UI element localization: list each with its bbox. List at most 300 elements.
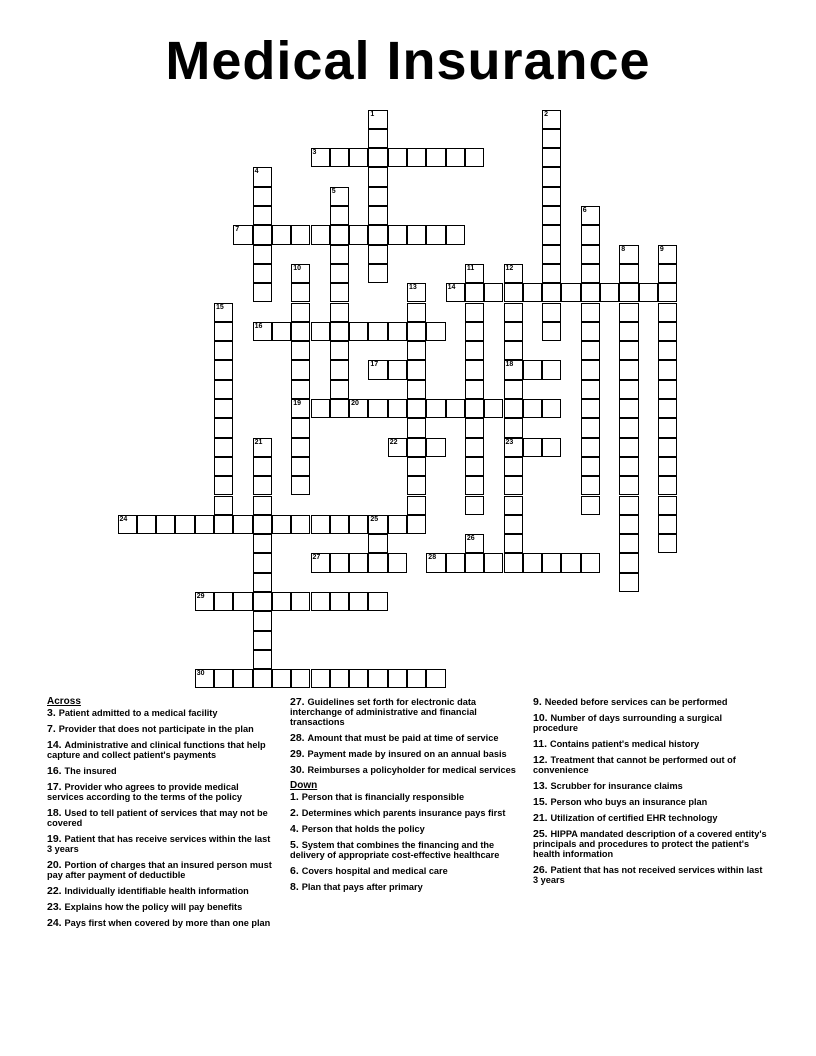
grid-cell[interactable] xyxy=(619,457,638,476)
grid-cell[interactable] xyxy=(253,457,272,476)
grid-cell[interactable] xyxy=(542,225,561,244)
grid-cell[interactable] xyxy=(658,534,677,553)
grid-cell[interactable] xyxy=(581,360,600,379)
grid-cell[interactable] xyxy=(330,322,349,341)
grid-cell[interactable] xyxy=(272,322,291,341)
grid-cell[interactable] xyxy=(446,553,465,572)
grid-cell[interactable] xyxy=(388,360,407,379)
grid-cell[interactable] xyxy=(272,515,291,534)
grid-cell[interactable] xyxy=(253,573,272,592)
grid-cell[interactable] xyxy=(214,418,233,437)
grid-cell[interactable] xyxy=(581,303,600,322)
grid-cell[interactable] xyxy=(465,303,484,322)
grid-cell[interactable] xyxy=(407,148,426,167)
grid-cell[interactable] xyxy=(253,438,272,457)
grid-cell[interactable] xyxy=(233,592,252,611)
grid-cell[interactable] xyxy=(214,341,233,360)
grid-cell[interactable] xyxy=(407,341,426,360)
grid-cell[interactable] xyxy=(658,515,677,534)
grid-cell[interactable] xyxy=(388,669,407,688)
clue xyxy=(533,713,768,733)
grid-cell[interactable] xyxy=(581,341,600,360)
grid-cell[interactable] xyxy=(407,322,426,341)
grid-cell[interactable] xyxy=(465,399,484,418)
grid-cell[interactable] xyxy=(330,553,349,572)
grid-cell[interactable] xyxy=(253,534,272,553)
grid-cell[interactable] xyxy=(542,303,561,322)
grid-cell[interactable] xyxy=(484,283,503,302)
grid-cell[interactable] xyxy=(542,148,561,167)
grid-cell[interactable] xyxy=(504,553,523,572)
grid-cell[interactable] xyxy=(581,380,600,399)
grid-cell[interactable] xyxy=(446,283,465,302)
grid-cell[interactable] xyxy=(291,283,310,302)
grid-cell[interactable] xyxy=(311,669,330,688)
grid-cell[interactable] xyxy=(253,553,272,572)
grid-cell[interactable] xyxy=(523,399,542,418)
clue-num: 27. xyxy=(290,696,308,708)
grid-cell[interactable] xyxy=(311,592,330,611)
grid-cell[interactable] xyxy=(504,399,523,418)
grid-cell[interactable] xyxy=(368,148,387,167)
clue-text: Administrative and clinical functions that help capture and collect patient's payments xyxy=(47,740,266,760)
grid-cell[interactable] xyxy=(253,283,272,302)
grid-cell[interactable] xyxy=(504,303,523,322)
grid-cell[interactable] xyxy=(368,592,387,611)
grid-cell[interactable] xyxy=(388,438,407,457)
grid-cell[interactable] xyxy=(137,515,156,534)
grid-cell[interactable] xyxy=(658,399,677,418)
grid-cell[interactable] xyxy=(407,457,426,476)
clue-list xyxy=(47,697,787,967)
clue xyxy=(290,792,518,802)
clue-number: 4 xyxy=(254,168,259,176)
grid-cell[interactable] xyxy=(658,264,677,283)
grid-cell[interactable] xyxy=(349,322,368,341)
grid-cell[interactable] xyxy=(407,380,426,399)
grid-cell[interactable] xyxy=(542,206,561,225)
grid-cell[interactable] xyxy=(407,669,426,688)
grid-cell[interactable] xyxy=(330,245,349,264)
grid-cell[interactable] xyxy=(619,341,638,360)
grid-cell[interactable] xyxy=(330,303,349,322)
grid-cell[interactable] xyxy=(542,553,561,572)
grid-cell[interactable] xyxy=(542,167,561,186)
grid-cell[interactable] xyxy=(214,457,233,476)
grid-cell[interactable] xyxy=(330,225,349,244)
clue-number: 18 xyxy=(505,361,514,369)
grid-cell[interactable] xyxy=(330,380,349,399)
grid-cell[interactable] xyxy=(253,650,272,669)
grid-cell[interactable] xyxy=(504,264,523,283)
grid-cell[interactable] xyxy=(214,322,233,341)
grid-cell[interactable] xyxy=(330,669,349,688)
grid-cell[interactable] xyxy=(330,148,349,167)
grid-cell[interactable] xyxy=(581,225,600,244)
grid-cell[interactable] xyxy=(291,303,310,322)
clue-num: 13. xyxy=(533,780,551,792)
clue-text: Guidelines set forth for electronic data interchange of administrative and financial transactions xyxy=(290,697,477,727)
clue-number: 10 xyxy=(293,264,301,272)
grid-cell[interactable] xyxy=(311,399,330,418)
grid-cell[interactable] xyxy=(349,399,368,418)
grid-cell[interactable] xyxy=(330,341,349,360)
grid-cell[interactable] xyxy=(368,110,387,129)
grid-cell[interactable] xyxy=(291,418,310,437)
grid-cell[interactable] xyxy=(658,341,677,360)
grid-cell[interactable] xyxy=(581,283,600,302)
grid-cell[interactable] xyxy=(504,438,523,457)
grid-cell[interactable] xyxy=(330,206,349,225)
clue-text: The insured xyxy=(64,766,117,776)
grid-cell[interactable] xyxy=(214,438,233,457)
grid-cell[interactable] xyxy=(581,206,600,225)
grid-cell[interactable] xyxy=(523,553,542,572)
grid-cell[interactable] xyxy=(581,418,600,437)
grid-cell[interactable] xyxy=(368,245,387,264)
clue-text: Number of days surrounding a surgical procedure xyxy=(533,713,723,733)
grid-cell[interactable] xyxy=(388,399,407,418)
grid-cell[interactable] xyxy=(658,283,677,302)
grid-cell[interactable] xyxy=(368,264,387,283)
grid-cell[interactable] xyxy=(581,476,600,495)
clue xyxy=(47,724,275,734)
grid-cell[interactable] xyxy=(311,515,330,534)
clue xyxy=(290,808,518,818)
grid-cell[interactable] xyxy=(407,283,426,302)
grid-cell[interactable] xyxy=(426,669,445,688)
grid-cell[interactable] xyxy=(214,360,233,379)
grid-cell[interactable] xyxy=(330,515,349,534)
clue-num: 16. xyxy=(47,765,65,777)
grid-cell[interactable] xyxy=(581,245,600,264)
grid-cell[interactable] xyxy=(561,283,580,302)
grid-cell[interactable] xyxy=(253,592,272,611)
grid-cell[interactable] xyxy=(272,225,291,244)
grid-cell[interactable] xyxy=(368,129,387,148)
grid-cell[interactable] xyxy=(368,187,387,206)
grid-cell[interactable] xyxy=(504,457,523,476)
grid-cell[interactable] xyxy=(446,225,465,244)
grid-cell[interactable] xyxy=(291,592,310,611)
grid-cell[interactable] xyxy=(272,669,291,688)
clue-number: 27 xyxy=(312,554,321,562)
grid-cell[interactable] xyxy=(214,399,233,418)
grid-cell[interactable] xyxy=(349,553,368,572)
grid-cell[interactable] xyxy=(542,245,561,264)
clue-number: 9 xyxy=(659,245,664,253)
grid-cell[interactable] xyxy=(253,245,272,264)
grid-cell[interactable] xyxy=(311,322,330,341)
grid-cell[interactable] xyxy=(426,148,445,167)
grid-cell[interactable] xyxy=(253,476,272,495)
grid-cell[interactable] xyxy=(368,553,387,572)
grid-cell[interactable] xyxy=(504,476,523,495)
clue xyxy=(290,733,518,743)
grid-cell[interactable] xyxy=(388,225,407,244)
grid-cell[interactable] xyxy=(214,380,233,399)
grid-cell[interactable] xyxy=(484,399,503,418)
clue-number: 19 xyxy=(293,400,301,407)
grid-cell[interactable] xyxy=(195,669,214,688)
grid-cell[interactable] xyxy=(407,360,426,379)
grid-cell[interactable] xyxy=(658,476,677,495)
grid-cell[interactable] xyxy=(465,283,484,302)
grid-cell[interactable] xyxy=(291,457,310,476)
grid-cell[interactable] xyxy=(156,515,175,534)
grid-cell[interactable] xyxy=(349,669,368,688)
grid-cell[interactable] xyxy=(175,515,194,534)
grid-cell[interactable] xyxy=(214,303,233,322)
grid-cell[interactable] xyxy=(311,148,330,167)
grid-cell[interactable] xyxy=(214,476,233,495)
clue-num: 12. xyxy=(533,754,551,766)
grid-cell[interactable] xyxy=(619,476,638,495)
grid-cell[interactable] xyxy=(465,476,484,495)
grid-cell[interactable] xyxy=(504,360,523,379)
grid-cell[interactable] xyxy=(214,669,233,688)
grid-cell[interactable] xyxy=(407,476,426,495)
grid-cell[interactable] xyxy=(253,669,272,688)
grid-cell[interactable] xyxy=(465,553,484,572)
clue-num: 29. xyxy=(290,748,308,760)
grid-cell[interactable] xyxy=(253,187,272,206)
grid-cell[interactable] xyxy=(542,438,561,457)
grid-cell[interactable] xyxy=(542,399,561,418)
grid-cell[interactable] xyxy=(581,496,600,515)
clue xyxy=(47,766,275,776)
grid-cell[interactable] xyxy=(465,264,484,283)
grid-cell[interactable] xyxy=(619,283,638,302)
grid-cell[interactable] xyxy=(426,399,445,418)
clue-column-2 xyxy=(290,697,518,898)
grid-cell[interactable] xyxy=(619,322,638,341)
grid-cell[interactable] xyxy=(504,515,523,534)
grid-cell[interactable] xyxy=(330,360,349,379)
grid-cell[interactable] xyxy=(465,534,484,553)
grid-cell[interactable] xyxy=(581,438,600,457)
grid-cell[interactable] xyxy=(330,592,349,611)
grid-cell[interactable] xyxy=(291,341,310,360)
grid-cell[interactable] xyxy=(619,496,638,515)
grid-cell[interactable] xyxy=(619,245,638,264)
clue xyxy=(533,697,768,707)
grid-cell[interactable] xyxy=(253,225,272,244)
grid-cell[interactable] xyxy=(291,669,310,688)
grid-cell[interactable] xyxy=(253,631,272,650)
clue-number: 12 xyxy=(505,264,514,272)
grid-cell[interactable] xyxy=(388,553,407,572)
grid-cell[interactable] xyxy=(619,399,638,418)
grid-cell[interactable] xyxy=(407,399,426,418)
grid-cell[interactable] xyxy=(581,399,600,418)
grid-cell[interactable] xyxy=(619,380,638,399)
grid-cell[interactable] xyxy=(407,225,426,244)
grid-cell[interactable] xyxy=(465,496,484,515)
grid-cell[interactable] xyxy=(407,418,426,437)
grid-cell[interactable] xyxy=(272,592,291,611)
clue-number: 20 xyxy=(351,400,359,407)
grid-cell[interactable] xyxy=(311,553,330,572)
grid-cell[interactable] xyxy=(349,515,368,534)
clue-number: 22 xyxy=(389,438,398,446)
grid-cell[interactable] xyxy=(504,322,523,341)
grid-cell[interactable] xyxy=(214,496,233,515)
grid-cell[interactable] xyxy=(658,380,677,399)
grid-cell[interactable] xyxy=(291,515,310,534)
grid-cell[interactable] xyxy=(426,322,445,341)
grid-cell[interactable] xyxy=(581,457,600,476)
grid-cell[interactable] xyxy=(465,438,484,457)
grid-cell[interactable] xyxy=(523,360,542,379)
grid-cell[interactable] xyxy=(426,225,445,244)
grid-cell[interactable] xyxy=(368,534,387,553)
grid-cell[interactable] xyxy=(465,148,484,167)
grid-cell[interactable] xyxy=(465,418,484,437)
grid-cell[interactable] xyxy=(253,206,272,225)
grid-cell[interactable] xyxy=(426,553,445,572)
grid-cell[interactable] xyxy=(465,457,484,476)
grid-cell[interactable] xyxy=(214,515,233,534)
grid-cell[interactable] xyxy=(253,264,272,283)
grid-cell[interactable] xyxy=(465,341,484,360)
grid-cell[interactable] xyxy=(658,457,677,476)
grid-cell[interactable] xyxy=(349,225,368,244)
grid-cell[interactable] xyxy=(253,515,272,534)
grid-cell[interactable] xyxy=(619,553,638,572)
grid-cell[interactable] xyxy=(233,669,252,688)
grid-cell[interactable] xyxy=(407,496,426,515)
grid-cell[interactable] xyxy=(368,360,387,379)
clue-text: HIPPA mandated description of a covered entity's principals and procedures to protect the patient's health information xyxy=(533,829,767,859)
grid-cell[interactable] xyxy=(253,496,272,515)
grid-cell[interactable] xyxy=(214,592,233,611)
grid-cell[interactable] xyxy=(368,669,387,688)
grid-cell[interactable] xyxy=(368,399,387,418)
grid-cell[interactable] xyxy=(542,360,561,379)
grid-cell[interactable] xyxy=(484,553,503,572)
grid-cell[interactable] xyxy=(658,418,677,437)
grid-cell[interactable] xyxy=(619,264,638,283)
grid-cell[interactable] xyxy=(291,322,310,341)
grid-cell[interactable] xyxy=(233,515,252,534)
grid-cell[interactable] xyxy=(253,611,272,630)
grid-cell[interactable] xyxy=(349,148,368,167)
grid-cell[interactable] xyxy=(330,283,349,302)
grid-cell[interactable] xyxy=(291,399,310,418)
grid-cell[interactable] xyxy=(407,438,426,457)
grid-cell[interactable] xyxy=(504,341,523,360)
grid-cell[interactable] xyxy=(291,438,310,457)
grid-cell[interactable] xyxy=(619,438,638,457)
clue-number: 2 xyxy=(544,110,548,118)
grid-cell[interactable] xyxy=(368,206,387,225)
grid-cell[interactable] xyxy=(253,167,272,186)
grid-cell[interactable] xyxy=(581,264,600,283)
grid-cell[interactable] xyxy=(465,380,484,399)
grid-cell[interactable] xyxy=(619,515,638,534)
grid-cell[interactable] xyxy=(291,380,310,399)
grid-cell[interactable] xyxy=(330,264,349,283)
grid-cell[interactable] xyxy=(619,534,638,553)
grid-cell[interactable] xyxy=(118,515,137,534)
grid-cell[interactable] xyxy=(311,225,330,244)
grid-cell[interactable] xyxy=(407,303,426,322)
grid-cell[interactable] xyxy=(658,496,677,515)
grid-cell[interactable] xyxy=(465,322,484,341)
grid-cell[interactable] xyxy=(658,360,677,379)
grid-cell[interactable] xyxy=(658,322,677,341)
grid-cell[interactable] xyxy=(330,187,349,206)
grid-cell[interactable] xyxy=(542,129,561,148)
grid-cell[interactable] xyxy=(619,418,638,437)
grid-cell[interactable] xyxy=(291,360,310,379)
grid-cell[interactable] xyxy=(504,496,523,515)
grid-cell[interactable] xyxy=(388,148,407,167)
clue-num: 25. xyxy=(533,828,551,840)
grid-cell[interactable] xyxy=(504,418,523,437)
grid-cell[interactable] xyxy=(658,438,677,457)
grid-cell[interactable] xyxy=(561,553,580,572)
clue-text: Explains how the policy will pay benefits xyxy=(64,902,243,912)
grid-cell[interactable] xyxy=(291,476,310,495)
grid-cell[interactable] xyxy=(291,225,310,244)
grid-cell[interactable] xyxy=(542,283,561,302)
grid-cell[interactable] xyxy=(658,245,677,264)
grid-cell[interactable] xyxy=(368,225,387,244)
grid-cell[interactable] xyxy=(639,283,658,302)
grid-cell[interactable] xyxy=(368,515,387,534)
grid-cell[interactable] xyxy=(195,592,214,611)
grid-cell[interactable] xyxy=(407,515,426,534)
grid-cell[interactable] xyxy=(465,360,484,379)
grid-cell[interactable] xyxy=(542,110,561,129)
grid-cell[interactable] xyxy=(619,360,638,379)
grid-cell[interactable] xyxy=(542,187,561,206)
clue xyxy=(47,708,275,718)
grid-cell[interactable] xyxy=(349,592,368,611)
grid-cell[interactable] xyxy=(619,303,638,322)
grid-cell[interactable] xyxy=(426,438,445,457)
grid-cell[interactable] xyxy=(291,264,310,283)
grid-cell[interactable] xyxy=(581,553,600,572)
clue-num: 1. xyxy=(290,791,302,803)
grid-cell[interactable] xyxy=(504,534,523,553)
grid-cell[interactable] xyxy=(368,167,387,186)
grid-cell[interactable] xyxy=(658,303,677,322)
grid-cell[interactable] xyxy=(600,283,619,302)
grid-cell[interactable] xyxy=(504,283,523,302)
grid-cell[interactable] xyxy=(581,322,600,341)
clue-num: 6. xyxy=(290,865,302,877)
grid-cell[interactable] xyxy=(542,264,561,283)
grid-cell[interactable] xyxy=(446,148,465,167)
grid-cell[interactable] xyxy=(619,573,638,592)
grid-cell[interactable] xyxy=(253,322,272,341)
grid-cell[interactable] xyxy=(542,322,561,341)
grid-cell[interactable] xyxy=(330,399,349,418)
grid-cell[interactable] xyxy=(388,322,407,341)
grid-cell[interactable] xyxy=(523,283,542,302)
grid-cell[interactable] xyxy=(446,399,465,418)
grid-cell[interactable] xyxy=(523,438,542,457)
grid-cell[interactable] xyxy=(368,322,387,341)
grid-cell[interactable] xyxy=(504,380,523,399)
grid-cell[interactable] xyxy=(195,515,214,534)
clue xyxy=(47,740,275,760)
grid-cell[interactable] xyxy=(233,225,252,244)
grid-cell[interactable] xyxy=(388,515,407,534)
